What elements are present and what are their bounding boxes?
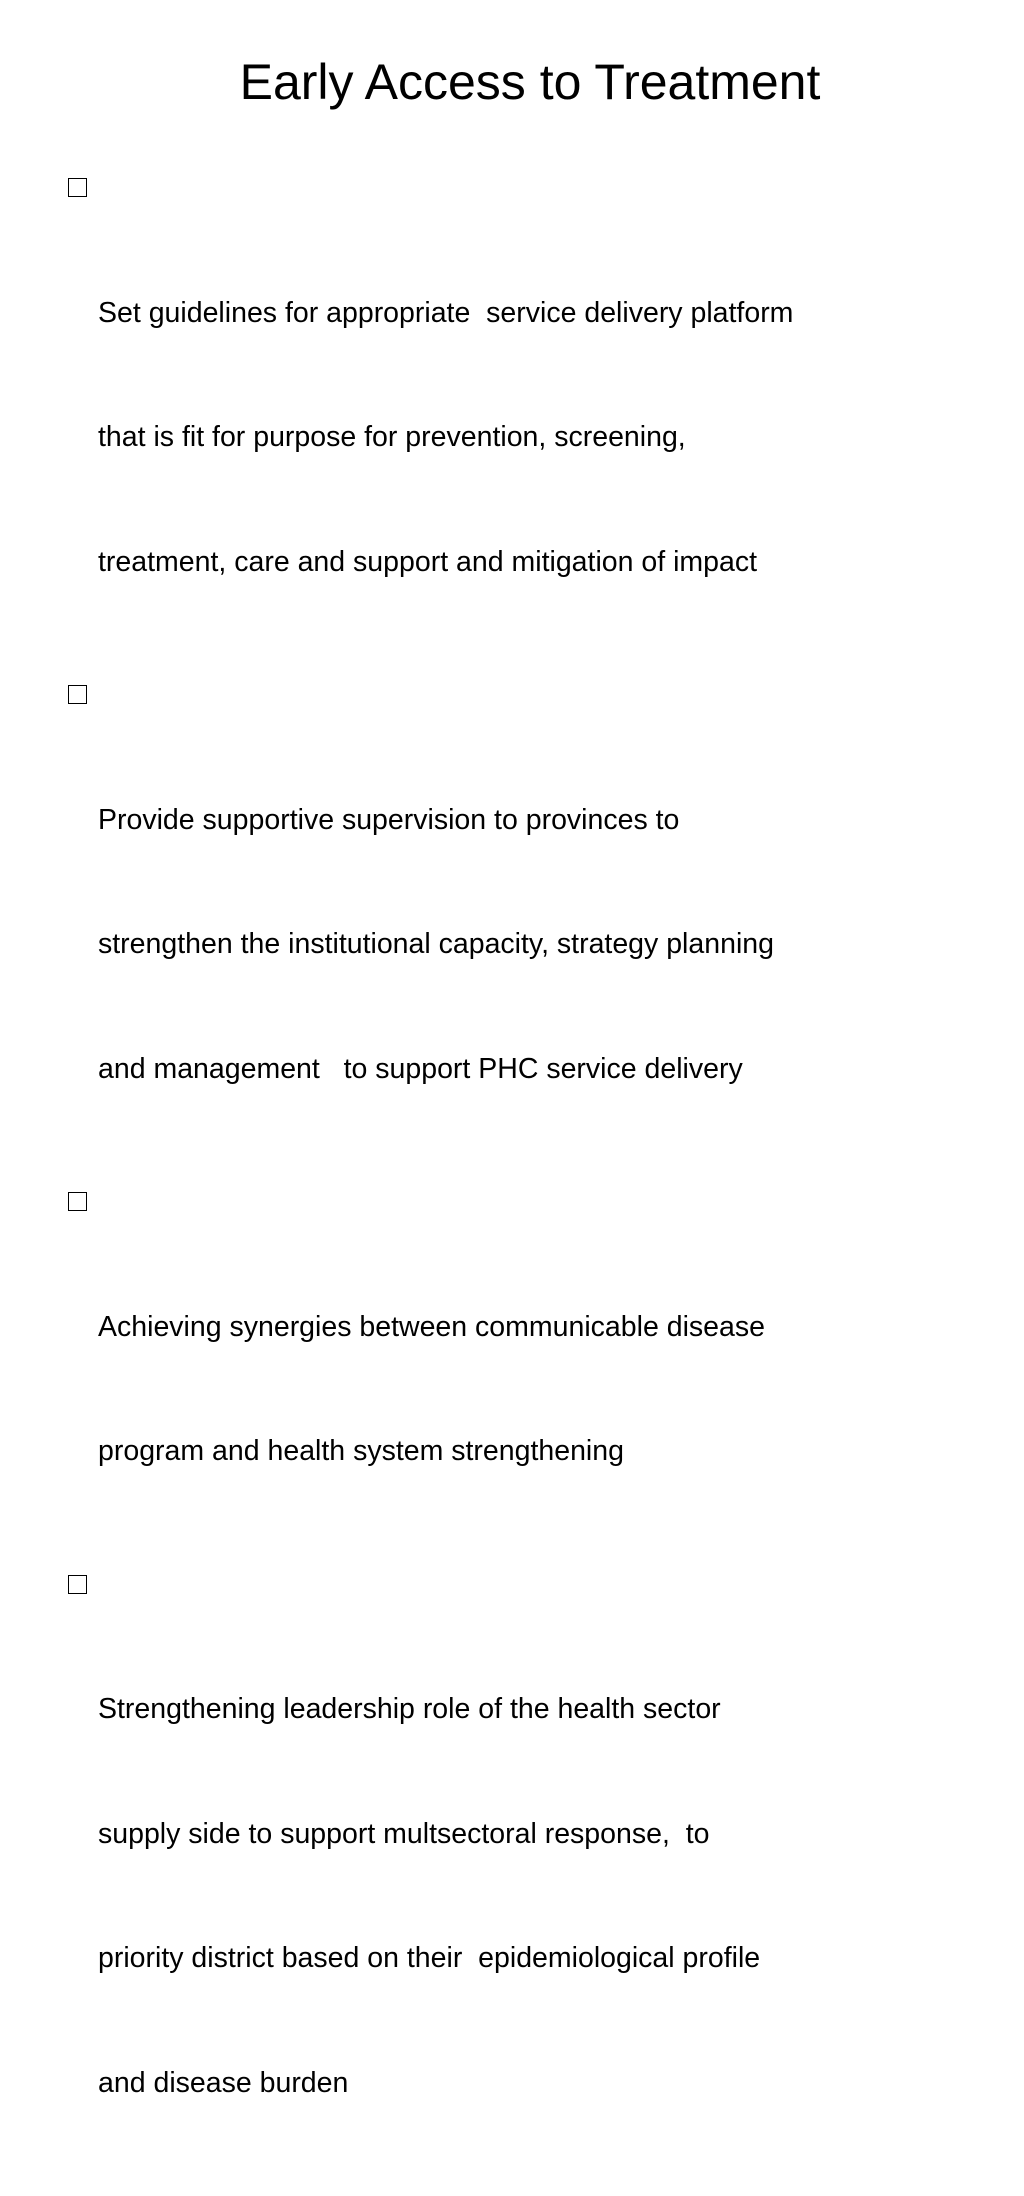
- bullet-line: that is fit for purpose for prevention, screening,: [98, 421, 686, 453]
- bullet-line: supply side to support multsectoral response, to: [98, 1817, 710, 1850]
- bullet-line: priority district based on their epidemiological profile: [98, 1942, 761, 1974]
- checkbox-square-icon: [68, 1575, 87, 1594]
- checkbox-square-icon: [68, 178, 87, 197]
- bullet-line: treatment, care and support and mitigation of impact: [98, 545, 758, 578]
- bullet-line: strengthen the institutional capacity, strategy planning: [98, 928, 774, 960]
- slide-title: Early Access to Treatment: [239, 54, 821, 110]
- checkbox-square-icon: [68, 685, 87, 704]
- bullet-line: Set guidelines for appropriate service delivery platform: [98, 296, 794, 329]
- checkbox-square-icon: [68, 1192, 87, 1211]
- bullet-line: and disease burden: [98, 2066, 349, 2099]
- bullet-line: program and health system strengthening: [98, 1435, 624, 1467]
- bullet-item: [68, 1182, 988, 1556]
- bullet-item: [68, 168, 988, 666]
- bullet-line: and management to support PHC service delivery: [98, 1052, 743, 1085]
- bullet-list: [68, 168, 988, 2196]
- bullet-line: Achieving synergies between communicable disease: [98, 1310, 765, 1343]
- bullet-line: Provide supportive supervision to provinces to: [98, 803, 680, 836]
- bullet-item: [68, 1565, 988, 2188]
- bullet-line: Strengthening leadership role of the health sector: [98, 1693, 721, 1725]
- bullet-item: [68, 675, 988, 1173]
